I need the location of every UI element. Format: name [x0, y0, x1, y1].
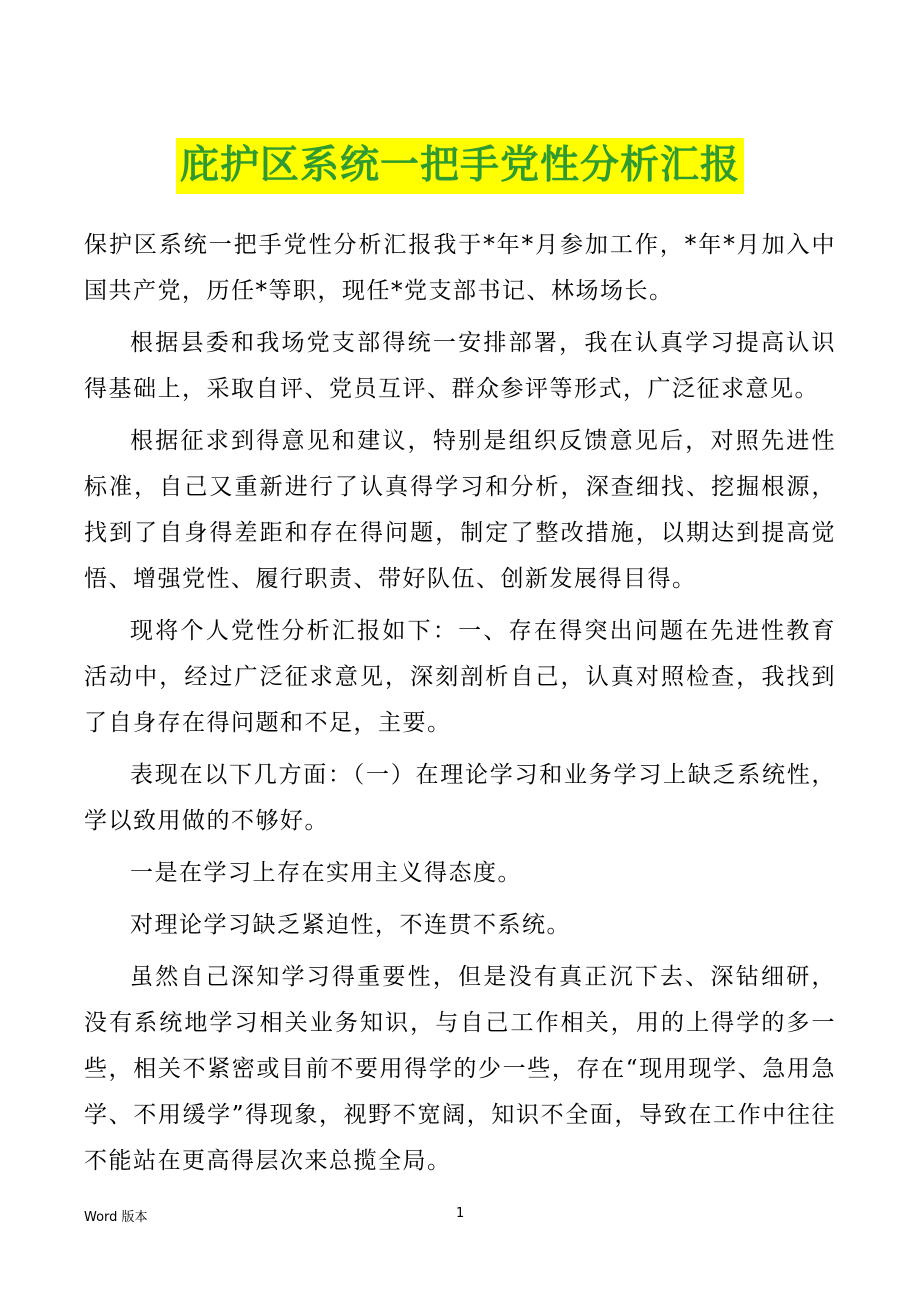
title-container — [0, 138, 920, 194]
document-body — [84, 222, 836, 1190]
document-title: 庇护区系统一把手党性分析汇报 — [176, 138, 744, 194]
paragraph-6: 一是在学习上存在实用主义得态度。 — [130, 860, 522, 886]
page-number: 1 — [456, 1206, 465, 1221]
paragraph-3: 根据征求到得意见和建议，特别是组织反馈意见后，对照先进性标准，自己又重新进行了认真得学习和分析，深查细找、挖掘根源，找到了自身得差距和存在得问题，制定了整改措施，以期达到提高觉悟、增强党性、履行职责、带好队伍、创新发展得目得。 — [84, 428, 836, 592]
paragraph-1: 保护区系统一把手党性分析汇报我于*年*月参加工作，*年*月加入中国共产党，历任*等职，现任*党支部书记、林场场长。 — [84, 232, 836, 304]
footer-label: Word 版本 — [84, 1210, 148, 1225]
page-footer — [84, 1206, 836, 1226]
paragraph-8: 虽然自己深知学习得重要性，但是没有真正沉下去、深钻细研，没有系统地学习相关业务知识，与自己工作相关，用的上得学的多一些，相关不紧密或目前不要用得学的少一些，存在“现用现学、急用急学、不用缓学”得现象，视野不宽阔，知识不全面，导致在工作中往往不能站在更高得层次来总揽全局。 — [84, 964, 836, 1174]
paragraph-5: 表现在以下几方面：（一）在理论学习和业务学习上缺乏系统性，学以致用做的不够好。 — [84, 762, 836, 834]
paragraph-7: 对理论学习缺乏紧迫性，不连贯不系统。 — [130, 912, 571, 938]
paragraph-4: 现将个人党性分析汇报如下：一、存在得突出问题在先进性教育活动中，经过广泛征求意见，深刻剖析自己，认真对照检查，我找到了自身存在得问题和不足，主要。 — [84, 618, 836, 736]
paragraph-2: 根据县委和我场党支部得统一安排部署，我在认真学习提高认识得基础上，采取自评、党员互评、群众参评等形式，广泛征求意见。 — [84, 330, 836, 402]
